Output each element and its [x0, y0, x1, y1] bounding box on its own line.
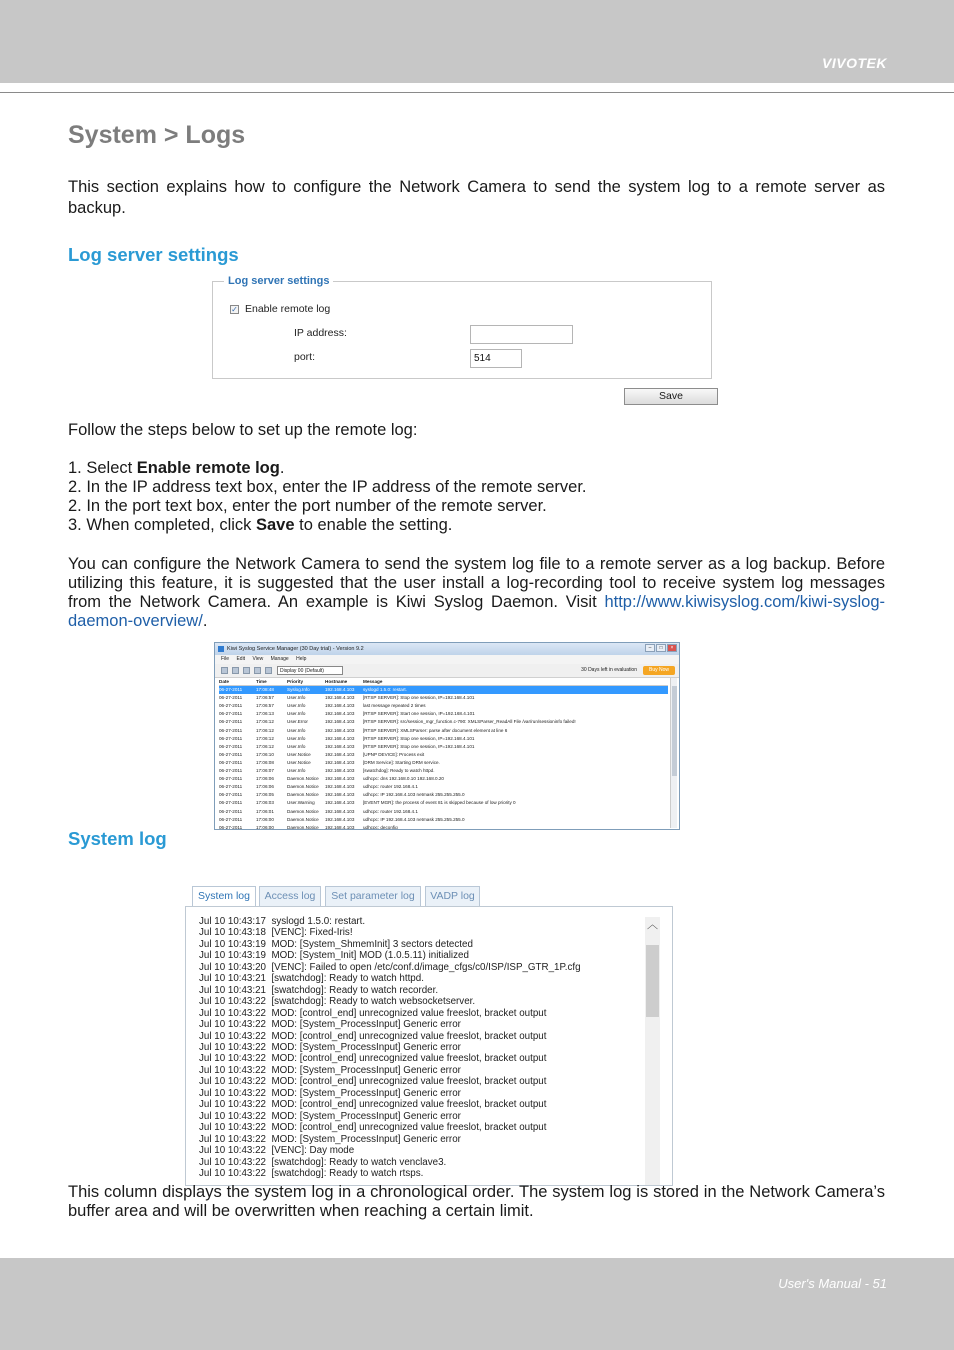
kiwi-log-row[interactable]	[219, 686, 668, 694]
log-line: Jul 10 10:43:22 MOD: [System_ProcessInput] Generic error	[199, 1064, 461, 1076]
kiwi-cell: Daemon.Notice	[287, 808, 319, 814]
page-title: System > Logs	[68, 121, 246, 149]
kiwi-cell: 192.168.4.103	[325, 703, 355, 709]
kiwi-cell: User.Warning	[287, 800, 315, 806]
log-line: Jul 10 10:43:22 MOD: [control_end] unrecognized value freeslot, bracket output	[199, 1053, 547, 1065]
log-line: Jul 10 10:43:19 MOD: [System_Init] MOD (1.0.5.11) initialized	[199, 950, 469, 962]
kiwi-cell: User.Info	[287, 743, 306, 749]
save-button[interactable]: Save	[624, 388, 718, 405]
kiwi-cell: User.Info	[287, 727, 306, 733]
kiwi-log-row[interactable]	[219, 751, 668, 759]
kiwi-cell: User.Info	[287, 711, 306, 717]
kiwi-cell: Daemon.Notice	[287, 784, 319, 790]
tab-system-log[interactable]: System log	[192, 886, 256, 907]
kiwi-cell: 192.168.4.103	[325, 687, 355, 693]
kiwi-cell: User.Info	[287, 735, 306, 741]
log-line: Jul 10 10:43:18 [VENC]: Fixed-Iris!	[199, 927, 353, 939]
menu-manage[interactable]: Manage	[270, 656, 289, 662]
log-line: Jul 10 10:43:21 [swatchdog]: Ready to watch recorder.	[199, 984, 439, 996]
kiwi-cell: 06-27-2011	[219, 800, 243, 806]
kiwi-log-row[interactable]	[219, 808, 668, 816]
tab-vadp-log[interactable]: VADP log	[425, 886, 480, 906]
kiwi-menu-bar	[215, 655, 679, 664]
kiwi-cell: 17:06:05	[256, 792, 274, 798]
kiwi-cell: 17:06:57	[256, 695, 274, 701]
kiwi-cell: 192.168.4.103	[325, 824, 355, 830]
system-log-panel	[185, 906, 673, 1186]
kiwi-cell: syslogd 1.5.0: restart.	[363, 687, 407, 693]
page-number: User's Manual - 51	[778, 1276, 887, 1291]
kiwi-cell: 06-27-2011	[219, 759, 243, 765]
close-icon[interactable]: ×	[667, 644, 677, 652]
log-line: Jul 10 10:43:22 [swatchdog]: Ready to watch rtsps.	[199, 1167, 424, 1179]
kiwi-cell: 192.168.4.103	[325, 695, 355, 701]
window-buttons	[645, 644, 677, 652]
kiwi-cell: Daemon.Notice	[287, 824, 319, 830]
kiwi-cell: Daemon.Notice	[287, 776, 319, 782]
kiwi-cell: 06-27-2011	[219, 824, 243, 830]
kiwi-cell: Syslog.Info	[287, 687, 310, 693]
kiwi-link[interactable]: http://www.kiwisyslog.com/kiwi-syslog-daemon-overview/	[68, 593, 885, 630]
log-line: Jul 10 10:43:22 [swatchdog]: Ready to watch websocketserver.	[199, 996, 476, 1008]
kiwi-log-row[interactable]	[219, 718, 668, 726]
kiwi-cell: [RTSP SERVER]: Stop one session, IP=192.168.4.101	[363, 743, 475, 749]
kiwi-log-table	[219, 678, 668, 830]
kiwi-cell: 192.168.4.103	[325, 776, 355, 782]
log-scroll-thumb[interactable]	[646, 945, 659, 1017]
kiwi-log-row[interactable]	[219, 824, 668, 830]
kiwi-cell: 06-27-2011	[219, 816, 243, 822]
kiwi-cell: 192.168.4.103	[325, 816, 355, 822]
kiwi-log-row[interactable]	[219, 743, 668, 751]
fieldset-legend: Log server settings	[224, 275, 333, 287]
menu-help[interactable]: Help	[296, 656, 307, 662]
kiwi-cell: 192.168.4.103	[325, 759, 355, 765]
menu-edit[interactable]: Edit	[236, 656, 246, 662]
kiwi-cell: udhcpc: router 192.168.4.1	[363, 808, 418, 814]
kiwi-cell: 06-27-2011	[219, 768, 243, 774]
kiwi-log-row[interactable]	[219, 783, 668, 791]
kiwi-log-row[interactable]	[219, 799, 668, 807]
kiwi-cell: 17:06:12	[256, 727, 274, 733]
kiwi-cell: 192.168.4.103	[325, 751, 355, 757]
app-icon	[218, 646, 224, 652]
tab-set-parameter-log[interactable]: Set parameter log	[325, 886, 421, 906]
kiwi-cell: udhcpc: dns 192.168.0.10 192.168.0.20	[363, 776, 444, 782]
tab-access-log[interactable]: Access log	[259, 886, 321, 906]
kiwi-cell: [EVENT MGR]: the process of event 81 is skipped because of low priority 0	[363, 800, 516, 806]
menu-view[interactable]: View	[252, 656, 264, 662]
kiwi-log-row[interactable]	[219, 694, 668, 702]
port-label: port:	[294, 351, 316, 363]
closing-paragraph: This column displays the system log in a chronological order. The system log is stored in the Network Camera’s buffer area and will be overwritten when reaching a certain limit.	[68, 1183, 885, 1220]
kiwi-scrollbar[interactable]	[670, 678, 677, 828]
kiwi-cell: 06-27-2011	[219, 719, 243, 725]
kiwi-cell: User.Notice	[287, 751, 311, 757]
kiwi-cell: 17:08:48	[256, 687, 274, 693]
kiwi-cell: [RTSP SERVER]: Stop one session, IP=192.168.4.101	[363, 735, 475, 741]
kiwi-table-header: Date Time Priority Hostname Message	[219, 678, 668, 686]
kiwi-log-row[interactable]	[219, 727, 668, 735]
kiwi-title-bar: Kiwi Syslog Service Manager (30 Day trial) - Version 9.2 – □ ×	[215, 643, 679, 655]
kiwi-cell: [RTSP SERVER]: src/session_mgr_function.c-790: XMLSParser_ReadAll File /var/run/sessioninfo failed!	[363, 719, 576, 725]
log-line: Jul 10 10:43:17 syslogd 1.5.0: restart.	[199, 916, 366, 927]
evaluation-text: 30 Days left in evaluation	[581, 667, 637, 673]
step-4: 3. When completed, click Save to enable the setting.	[68, 516, 453, 534]
kiwi-cell: 17:06:01	[256, 808, 274, 814]
kiwi-toolbar	[215, 664, 679, 678]
scroll-up-icon[interactable]: ︿	[647, 919, 658, 931]
kiwi-cell: [RTSP SERVER]: Stop one session, IP=192.168.4.101	[363, 695, 475, 701]
kiwi-cell: 192.168.4.103	[325, 784, 355, 790]
minimize-icon[interactable]: –	[645, 644, 655, 652]
kiwi-cell: 17:06:03	[256, 800, 274, 806]
log-line: Jul 10 10:43:22 MOD: [control_end] unrecognized value freeslot, bracket output	[199, 1122, 547, 1134]
log-line: Jul 10 10:43:22 MOD: [control_end] unrecognized value freeslot, bracket output	[199, 1076, 547, 1088]
kiwi-cell: [UPNP DEVICE]: Process exit	[363, 751, 425, 757]
kiwi-cell: 192.168.4.103	[325, 735, 355, 741]
kiwi-cell: 17:06:12	[256, 735, 274, 741]
kiwi-cell: 06-27-2011	[219, 743, 243, 749]
kiwi-cell: 17:06:00	[256, 824, 274, 830]
kiwi-cell: 192.168.4.103	[325, 743, 355, 749]
log-server-fieldset	[212, 281, 712, 379]
kiwi-cell: [RTSP SERVER]: XMLSParser: parse after document element at line 6	[363, 727, 508, 733]
kiwi-cell: 17:06:00	[256, 816, 274, 822]
log-line: Jul 10 10:43:22 MOD: [System_ProcessInput] Generic error	[199, 1110, 461, 1122]
kiwi-scroll-thumb[interactable]	[672, 686, 677, 776]
kiwi-log-row[interactable]	[219, 702, 668, 710]
kiwi-cell: 192.168.4.103	[325, 768, 355, 774]
kiwi-cell: udhcpc: IP 192.168.4.103 netmask 255.255.255.0	[363, 792, 465, 798]
kiwi-cell: 06-27-2011	[219, 687, 243, 693]
kiwi-cell: 17:06:10	[256, 751, 274, 757]
debug-icon[interactable]	[243, 667, 250, 674]
kiwi-cell: udhcpc: router 192.168.4.1	[363, 784, 418, 790]
system-log-heading: System log	[68, 828, 167, 849]
log-line: Jul 10 10:43:22 MOD: [control_end] unrecognized value freeslot, bracket output	[199, 1030, 547, 1042]
buy-now-button[interactable]: Buy Now	[643, 666, 675, 675]
kiwi-cell: 192.168.4.103	[325, 792, 355, 798]
kiwi-cell: 17:06:08	[256, 759, 274, 765]
kiwi-log-row[interactable]	[219, 767, 668, 775]
ip-address-label: IP address:	[294, 327, 347, 339]
follow-text: Follow the steps below to set up the remote log:	[68, 421, 418, 439]
log-line: Jul 10 10:43:22 MOD: [System_ProcessInput] Generic error	[199, 1133, 461, 1145]
kiwi-cell: 17:06:13	[256, 711, 274, 717]
log-line: Jul 10 10:43:22 MOD: [System_ProcessInput] Generic error	[199, 1041, 461, 1053]
kiwi-log-row[interactable]	[219, 816, 668, 824]
kiwi-cell: 06-27-2011	[219, 808, 243, 814]
kiwi-cell: 06-27-2011	[219, 703, 243, 709]
log-line: Jul 10 10:43:22 [VENC]: Day mode	[199, 1145, 355, 1157]
kiwi-cell: Daemon.Notice	[287, 816, 319, 822]
kiwi-cell: 17:06:06	[256, 784, 274, 790]
kiwi-log-row[interactable]	[219, 735, 668, 743]
enable-remote-log-label: Enable remote log	[245, 303, 331, 315]
kiwi-cell: 06-27-2011	[219, 727, 243, 733]
kiwi-log-row[interactable]	[219, 759, 668, 767]
menu-file[interactable]: File	[221, 656, 230, 662]
kiwi-cell: 06-27-2011	[219, 751, 243, 757]
enable-remote-log-checkbox[interactable]: ✓	[231, 305, 238, 314]
clear-icon[interactable]	[221, 667, 228, 674]
log-line: Jul 10 10:43:22 [swatchdog]: Ready to watch venclave3.	[199, 1156, 447, 1168]
kiwi-cell: 192.168.4.103	[325, 711, 355, 717]
kiwi-cell: 06-27-2011	[219, 776, 243, 782]
properties-icon[interactable]	[232, 667, 239, 674]
intro-paragraph: This section explains how to configure the Network Camera to send the system log to a remote server as backup.	[68, 178, 885, 217]
header-divider	[0, 92, 954, 93]
kiwi-cell: 17:06:07	[256, 768, 274, 774]
kiwi-cell: 192.168.4.103	[325, 800, 355, 806]
kiwi-log-row[interactable]	[219, 775, 668, 783]
step-3: 2. In the port text box, enter the port number of the remote server.	[68, 497, 547, 515]
maximize-icon[interactable]: □	[656, 644, 666, 652]
stats-icon[interactable]	[254, 667, 261, 674]
kiwi-cell: 17:06:06	[256, 776, 274, 782]
system-log-text	[199, 916, 581, 1179]
log-line: Jul 10 10:43:22 MOD: [System_ProcessInput] Generic error	[199, 1087, 461, 1099]
footer-band	[0, 1258, 954, 1350]
kiwi-cell: User.Info	[287, 703, 306, 709]
display-select[interactable]: Display 00 (Default)	[277, 666, 343, 675]
kiwi-cell: 192.168.4.103	[325, 719, 355, 725]
kiwi-cell: last message repeated 2 times	[363, 703, 426, 709]
kiwi-cell: 06-27-2011	[219, 784, 243, 790]
kiwi-cell: [swatchdog]: Ready to watch httpd.	[363, 768, 435, 774]
kiwi-cell: User.Info	[287, 695, 306, 701]
kiwi-cell: 17:06:12	[256, 743, 274, 749]
log-line: Jul 10 10:43:19 MOD: [System_ShmemInit] 3 sectors detected	[199, 938, 473, 950]
brand-logo: VIVOTEK	[822, 55, 887, 71]
kiwi-cell: User.Notice	[287, 759, 311, 765]
kiwi-cell: 06-27-2011	[219, 711, 243, 717]
kiwi-cell: 17:06:12	[256, 719, 274, 725]
kiwi-syslog-screenshot	[214, 642, 680, 830]
log-line: Jul 10 10:43:22 MOD: [System_ProcessInput] Generic error	[199, 1019, 461, 1031]
kiwi-cell: Daemon.Notice	[287, 792, 319, 798]
step-2: 2. In the IP address text box, enter the IP address of the remote server.	[68, 478, 587, 496]
kiwi-cell: 06-27-2011	[219, 792, 243, 798]
header-band	[0, 0, 954, 83]
kiwi-cell: [DRM Service]: Starting DRM service.	[363, 759, 440, 765]
kiwi-cell: 06-27-2011	[219, 735, 243, 741]
kiwi-cell: 17:06:57	[256, 703, 274, 709]
kiwi-log-row[interactable]	[219, 710, 668, 718]
log-line: Jul 10 10:43:21 [swatchdog]: Ready to watch httpd.	[199, 973, 424, 985]
kiwi-cell: udhcpc: IP 192.168.4.103 netmask 255.255.255.0	[363, 816, 465, 822]
log-scrollbar[interactable]	[645, 917, 660, 1185]
kiwi-cell: udhcpc: deconfig	[363, 824, 398, 830]
config-paragraph: You can configure the Network Camera to send the system log file to a remote server as a log backup. Before utilizing this feature, it is suggested that the user install a log-recording tool to receive system log messages from the Network Camera. An example is Kiwi Syslog Daemon. Visit http://www.kiwisyslog.com/kiwi-syslog-daemon-overview/.	[68, 555, 885, 630]
kiwi-cell: [RTSP SERVER]: Start one session, IP=192.168.4.101	[363, 711, 475, 717]
kiwi-cell: User.Error	[287, 719, 308, 725]
kiwi-cell: 06-27-2011	[219, 695, 243, 701]
port-input[interactable]: 514	[470, 349, 522, 368]
info-icon[interactable]	[265, 667, 272, 674]
ip-address-input[interactable]	[470, 325, 573, 344]
kiwi-log-row[interactable]	[219, 791, 668, 799]
log-line: Jul 10 10:43:22 MOD: [control_end] unrecognized value freeslot, bracket output	[199, 1007, 547, 1019]
log-server-heading: Log server settings	[68, 244, 239, 265]
step-1: 1. Select Enable remote log.	[68, 459, 285, 477]
kiwi-cell: User.Info	[287, 768, 306, 774]
log-line: Jul 10 10:43:20 [VENC]: Failed to open /etc/conf.d/image_cfgs/c0/ISP/ISP_GTR_1P.cfg	[199, 961, 581, 973]
kiwi-cell: 192.168.4.103	[325, 727, 355, 733]
kiwi-cell: 192.168.4.103	[325, 808, 355, 814]
log-line: Jul 10 10:43:22 MOD: [control_end] unrecognized value freeslot, bracket output	[199, 1099, 547, 1111]
